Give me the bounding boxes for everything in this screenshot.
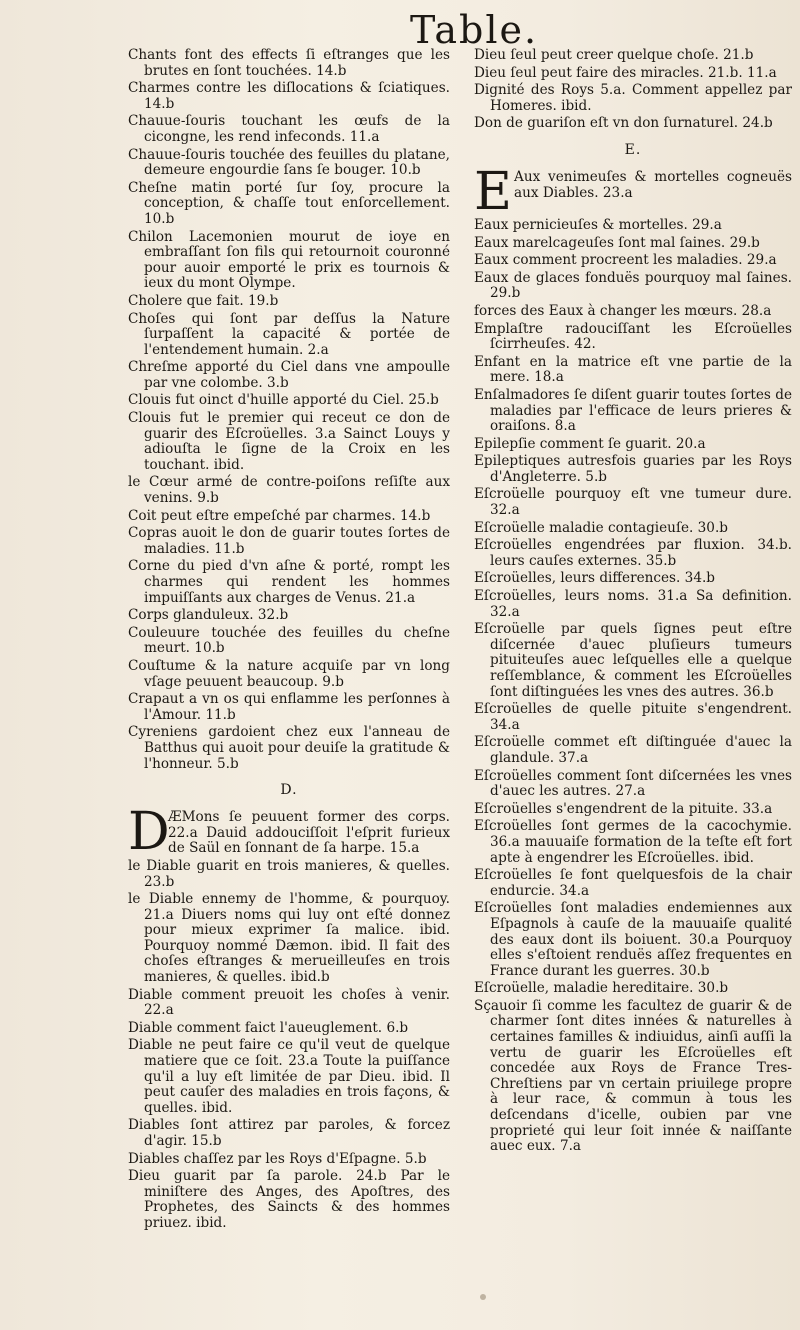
index-entry: Charmes contre les diſlocations & ſciatiques. 14.b bbox=[128, 80, 450, 112]
index-entry: Coit peut eſtre empeſché par charmes. 14.b bbox=[128, 507, 431, 524]
index-entry-d-first bbox=[128, 802, 450, 863]
index-entry: Eſcroüelle, maladie hereditaire. 30.b bbox=[474, 980, 729, 997]
index-entry: Epilepſie comment ſe guarit. 20.a bbox=[474, 435, 706, 452]
left-column bbox=[128, 48, 450, 1234]
index-entry: Couleuure touchée des feuilles du cheſne meurt. 10.b bbox=[128, 624, 450, 657]
index-entry: Diables chaſſez par les Roys d'Eſpagne. 5.b bbox=[128, 1150, 427, 1167]
index-entry: Diable comment preuoit les choſes à venir. 22.a bbox=[128, 986, 450, 1019]
index-entry: Dieu ſeul peut creer quelque choſe. 21.b bbox=[474, 47, 754, 63]
dropcap-e: E bbox=[474, 161, 512, 222]
index-entry: Eſcroüelle par quels ſignes peut eſtre diſcernée d'auec pluſieurs tumeurs pituiteuſes auec leſquelles elle a quelque reſſemblance, & comment les Eſcroüelles ſont diſtinguées les vnes des autres. 36.b bbox=[474, 621, 792, 700]
index-entry: le Diable guarit en trois manieres, & quelles. 23.b bbox=[128, 857, 450, 890]
index-entry: forces des Eaux à changer les mœurs. 28.a bbox=[474, 302, 772, 319]
index-entry: Eſcroüelles engendrées par fluxion. 34.b. leurs cauſes externes. 35.b bbox=[474, 537, 792, 569]
index-entry: Epileptiques autresfois guaries par les Roys d'Angleterre. 5.b bbox=[474, 453, 792, 485]
index-entry: Don de guariſon eſt vn don ſurnaturel. 24.b bbox=[474, 115, 773, 132]
index-entry: Corne du pied d'vn aſne & porté, rompt les charmes qui rendent les hommes impuiſſants aux charges de Venus. 21.a bbox=[128, 558, 450, 606]
index-entry: Eaux de glaces fonduës pourquoy mal ſaines. 29.b bbox=[474, 269, 792, 302]
dropcap-d: D bbox=[128, 802, 170, 863]
index-entry: le Diable ennemy de l'homme, & pourquoy. 21.a Diuers noms qui luy ont eſté donnez pour mieux exprimer ſa malice. ibid. Pourquoy nommé Dæmon. ibid. Il fait des choſes eſtranges & merueilleuſes en trois manieres, & quelles. ibid.b bbox=[128, 891, 450, 986]
entry-text: ÆMons ſe peuuent former des corps. 22.a Dauid addouciſſoit l'eſprit furieux de Saül en ſonnant de ſa harpe. 15.a bbox=[168, 809, 450, 857]
index-entry: Eſcroüelle pourquoy eſt vne tumeur dure. 32.a bbox=[474, 486, 792, 519]
index-entry: Clouis fut oinct d'huille apporté du Ciel. 25.b bbox=[128, 392, 439, 409]
index-entry: Eaux comment procreent les maladies. 29.a bbox=[474, 252, 777, 269]
index-entry: Dieu ſeul peut faire des miracles. 21.b. 11.a bbox=[474, 64, 777, 81]
index-entry: Corps glanduleux. 32.b bbox=[128, 607, 289, 624]
index-entry-e-first bbox=[474, 161, 792, 222]
index-entry: Emplaſtre radouciſſant les Eſcroüelles ſcirrheuſes. 42. bbox=[474, 320, 792, 353]
index-entry: Enfant en la matrice eſt vne partie de la mere. 18.a bbox=[474, 353, 792, 386]
index-entry: Copras auoit le don de guarir toutes ſortes de maladies. 11.b bbox=[128, 525, 450, 557]
index-entry: Eſcroüelles comment ſont diſcernées les vnes d'auec les autres. 27.a bbox=[474, 767, 792, 800]
index-entry: Chants font des effects ſi eſtranges que les brutes en ſont touchées. 14.b bbox=[128, 47, 450, 79]
index-entry: Eſcroüelles ſont germes de la cacochymie. 36.a mauuaiſe formation de la teſte eſt fort apte à engendrer les Eſcroüelles. ibid. bbox=[474, 818, 792, 866]
index-entry: Eſcroüelle maladie contagieuſe. 30.b bbox=[474, 519, 728, 536]
index-entry: Eſcroüelles de quelle pituite s'engendrent. 34.a bbox=[474, 701, 792, 733]
entry-text: Aux venimeuſes & mortelles cogneuës aux Diables. 23.a bbox=[514, 168, 792, 201]
index-entry: le Cœur armé de contre-poiſons reſiſte aux venins. 9.b bbox=[128, 474, 450, 507]
entries-d bbox=[128, 859, 450, 1232]
paper-mark bbox=[480, 1294, 486, 1300]
right-column bbox=[474, 48, 792, 1157]
section-letter-e: E. bbox=[624, 141, 642, 158]
index-entry: Sçauoir ſi comme les facultez de guarir & de charmer ſont dites innées & naturelles à certaines familles & indiuidus, ainſi auſſi la vertu de guarir les Eſcroüelles eſt concedée aux Roys de France Tres-Chreſtiens par vn certain priuilege propre à leur race, & commun à tous les deſcendans d'icelle, oubien par vne proprieté qui leur ſoit innée & naiſſante auec eux. 7.a bbox=[474, 997, 792, 1155]
index-entry: Cholere que fait. 19.b bbox=[128, 292, 279, 309]
index-entry: Chauue-ſouris touchant les œufs de la cicongne, les rend infeconds. 11.a bbox=[128, 113, 450, 145]
entries-e bbox=[474, 218, 792, 1155]
index-entry: Diable ne peut faire ce qu'il veut de quelque matiere que ce ſoit. 23.a Toute la puiſſance qu'il a luy eſt limitée de par Dieu. ibid. Il peut cauſer des maladies en trois façons, & quelles. ibid. bbox=[128, 1037, 450, 1116]
entries-dieu bbox=[474, 48, 792, 132]
index-entry: Chauue-ſouris touchée des feuilles du platane, demeure engourdie ſans ſe bouger. 10.b bbox=[128, 146, 450, 179]
index-entry: Eſcroüelles ſont maladies endemiennes aux Eſpagnols à cauſe de la mauuaiſe qualité des eaux dont ils boiuent. 30.a Pourquoy elles s'eſtoient renduës aſſez frequentes en France durant les guerres. 30.b bbox=[474, 900, 792, 979]
index-entry: Dieu guarit par ſa parole. 24.b Par le miniſtere des Anges, des Apoſtres, des Prophetes, des Saincts & des hommes priuez. ibid. bbox=[128, 1168, 450, 1231]
section-letter-d: D. bbox=[280, 782, 298, 799]
index-entry: Clouis fut le premier qui receut ce don de guarir des Eſcroüelles. 3.a Sainct Louys y adiouſta le ſigne de la Croix en les touchant. ibid. bbox=[128, 410, 450, 473]
index-entry: Eſcroüelle commet eſt diſtinguée d'auec la glandule. 37.a bbox=[474, 734, 792, 766]
index-entry: Cheſne matin porté ſur ſoy, procure la conception, & chaſſe tout enſorcellement. 10.b bbox=[128, 179, 450, 227]
index-entry: Couſtume & la nature acquiſe par vn long vſage peuuent beaucoup. 9.b bbox=[128, 657, 450, 690]
index-entry: Eſcroüelles, leurs noms. 31.a Sa definition. 32.a bbox=[474, 588, 792, 620]
index-entry: Eſcroüelles s'engendrent de la pituite. 33.a bbox=[474, 800, 773, 817]
index-entry: Crapaut a vn os qui enflamme les perſonnes à l'Amour. 11.b bbox=[128, 691, 450, 723]
index-entry: Dignité des Roys 5.a. Comment appellez par Homeres. ibid. bbox=[474, 82, 792, 114]
index-entry: Eſcroüelles, leurs differences. 34.b bbox=[474, 570, 715, 587]
index-entry: Cyreniens gardoient chez eux l'anneau de Batthus qui auoit pour deuiſe la gratitude & l'honneur. 5.b bbox=[128, 724, 450, 772]
index-entry: Eaux marelcageuſes ſont mal ſaines. 29.b bbox=[474, 234, 760, 251]
entries-c bbox=[128, 48, 450, 772]
index-entry: Eaux pernicieuſes & mortelles. 29.a bbox=[474, 216, 722, 233]
index-entry: Choſes qui ſont par deſſus la Nature ſurpaſſent la capacité & portée de l'entendement humain. 2.a bbox=[128, 310, 450, 358]
index-entry: Eſcroüelles ſe font quelquesfois de la chair endurcie. 34.a bbox=[474, 867, 792, 899]
index-entry: Enſalmadores ſe diſent guarir toutes ſortes de maladies par l'efficace de leurs prieres & oraiſons. 8.a bbox=[474, 386, 792, 435]
index-entry: Chreſme apporté du Ciel dans vne ampoulle par vne colombe. 3.b bbox=[128, 359, 450, 391]
page-title: Table. bbox=[410, 8, 539, 52]
index-entry: Diable comment faict l'aueuglement. 6.b bbox=[128, 1019, 409, 1036]
index-entry: Diables ſont attirez par paroles, & forcez d'agir. 15.b bbox=[128, 1117, 450, 1149]
index-entry: Chilon Lacemonien mourut de ioye en embraſſant ſon fils qui retournoit couronné pour auoir emporté le prix es tournois & ieux du mont Olympe. bbox=[128, 228, 450, 292]
